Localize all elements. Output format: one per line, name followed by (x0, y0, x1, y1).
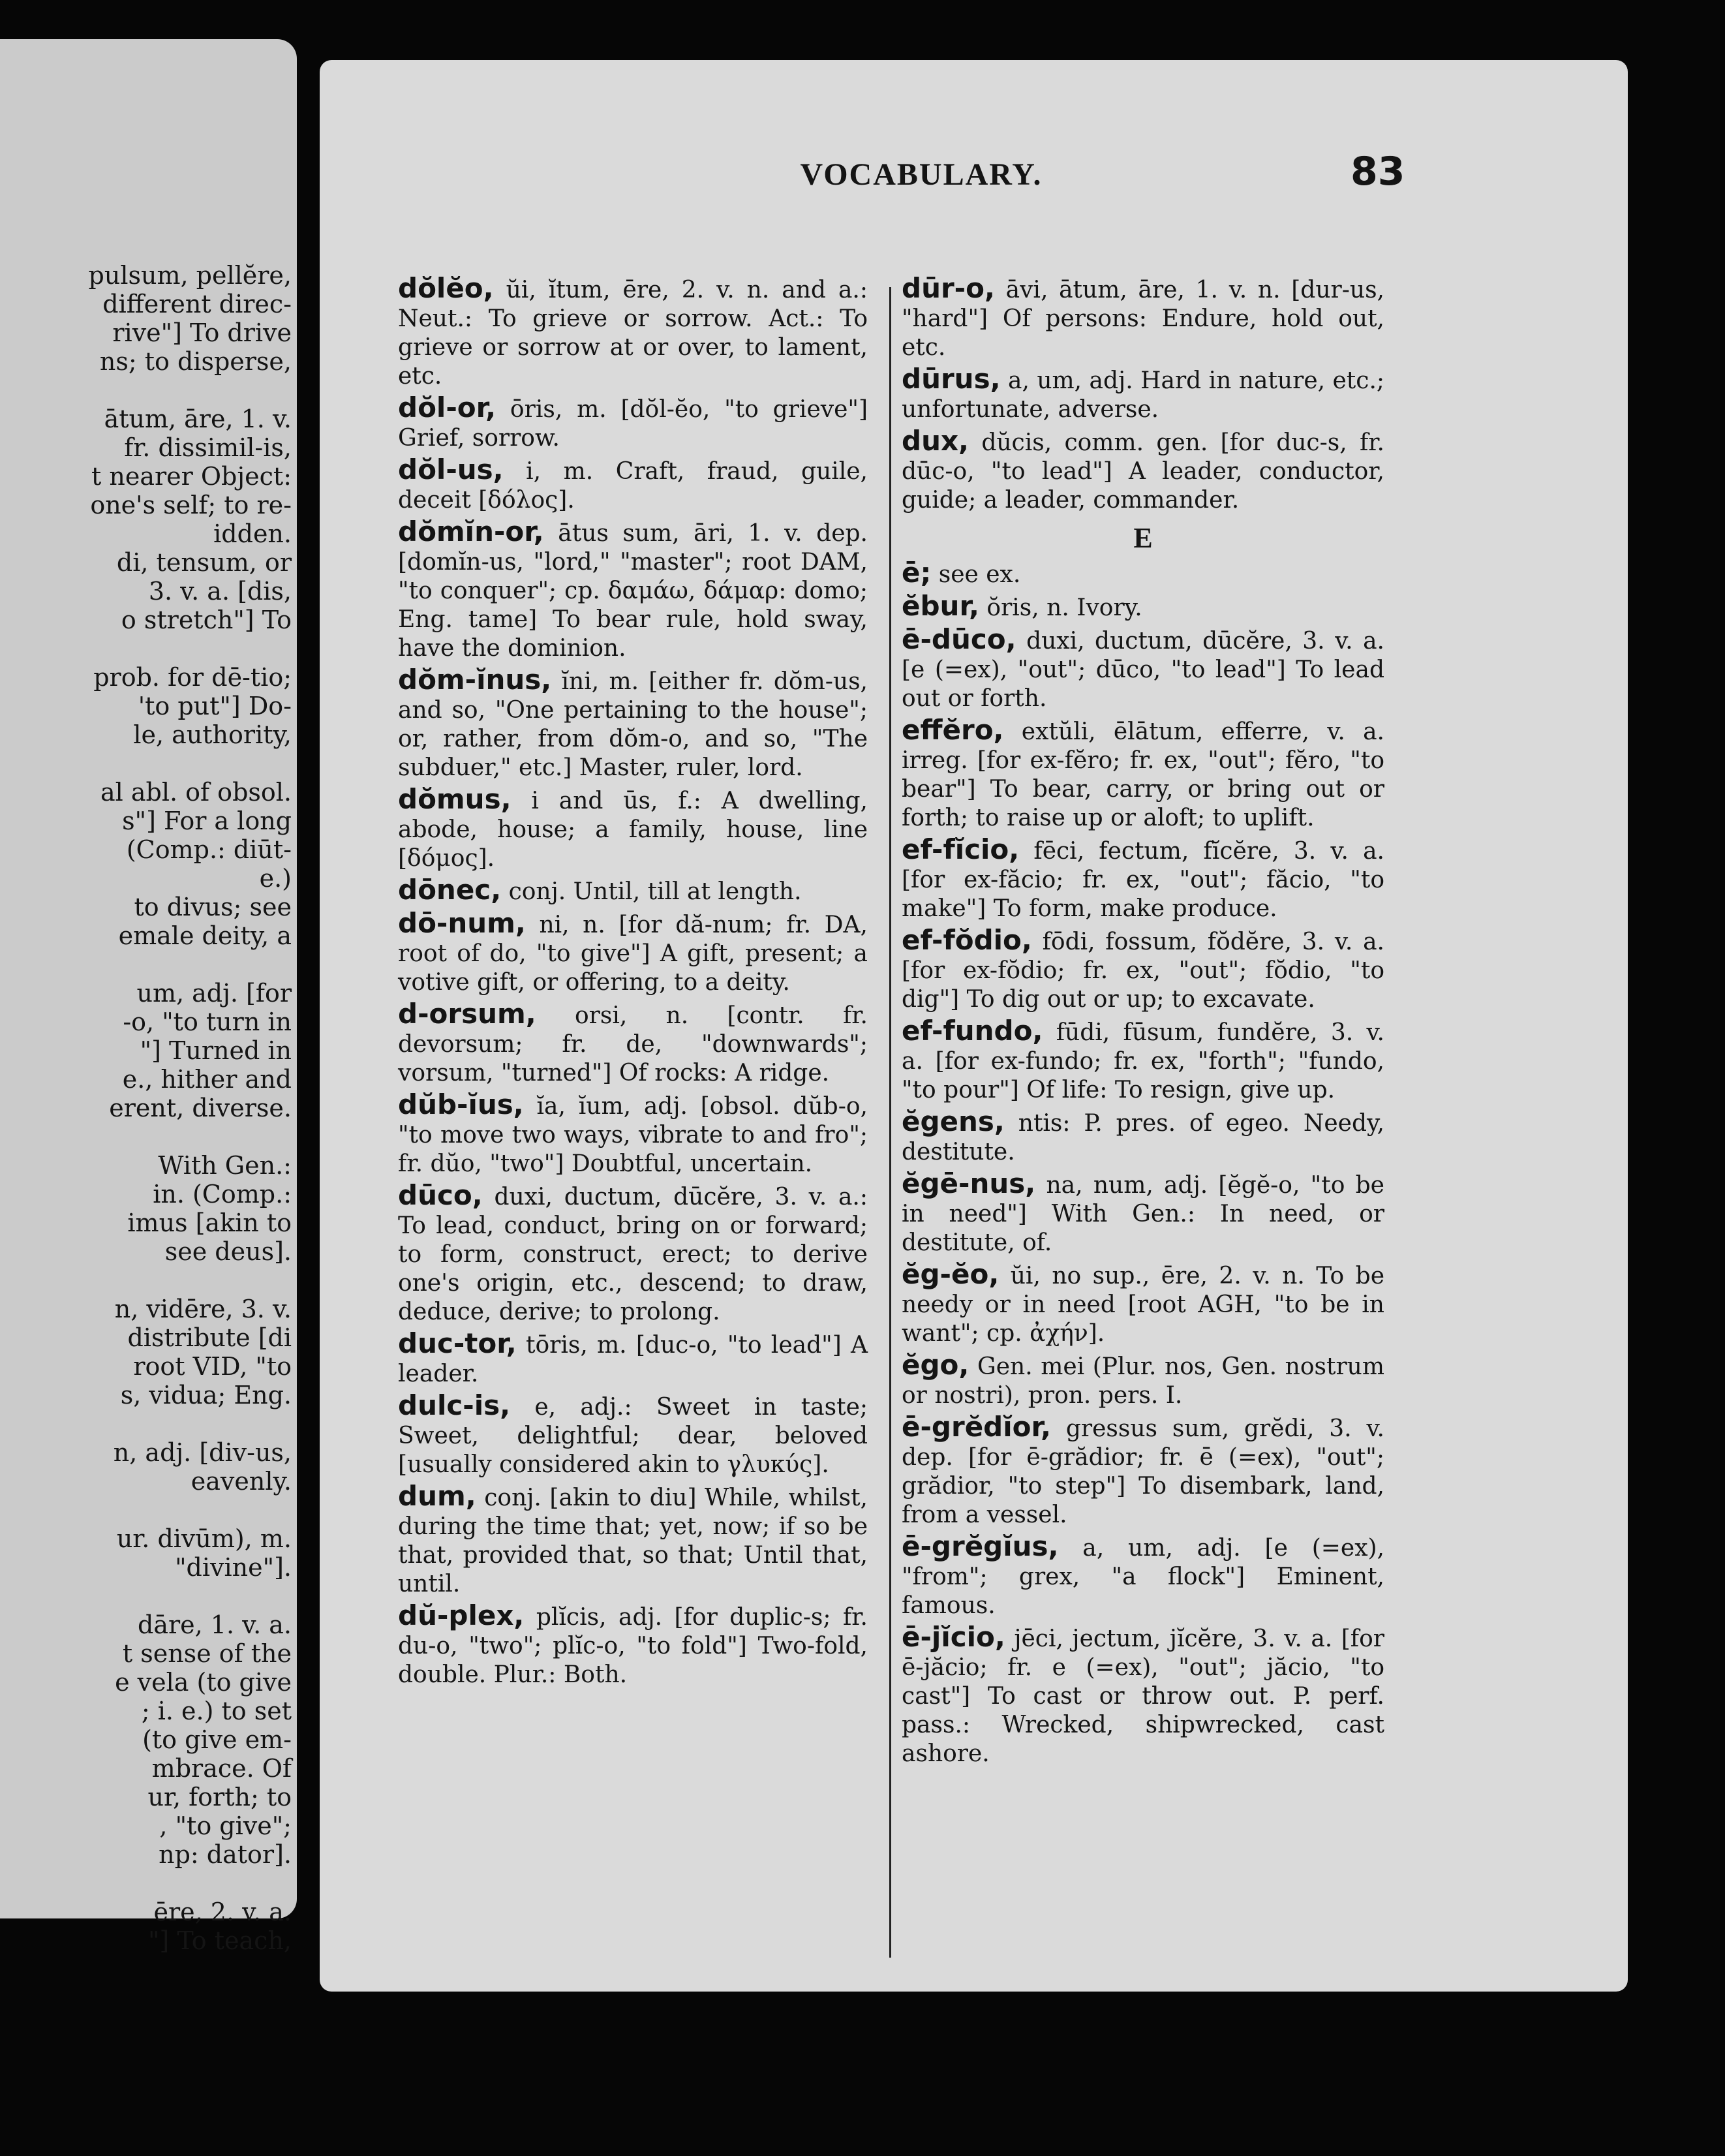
entry-headword: ĕg-ĕo, (902, 1258, 1000, 1290)
left-page-line: s, vidua; Eng. (120, 1381, 292, 1409)
entry-definition: āvi, ātum, āre, 1. v. n. [dur-us, "hard"] Of persons: Endure, hold out, etc. (902, 277, 1384, 361)
entry-definition: ŏris, n. Ivory. (979, 594, 1142, 621)
dictionary-entry (902, 592, 1384, 623)
dictionary-entry (398, 909, 868, 997)
left-page-line: mbrace. Of (151, 1754, 292, 1783)
entry-headword: dŭ-plex, (398, 1599, 525, 1631)
dictionary-entry (902, 559, 1384, 589)
entry-headword: dŏm-ĭnus, (398, 664, 552, 696)
dictionary-entry (398, 517, 868, 663)
entry-definition: fōdi, fossum, fŏdĕre, 3. v. a. [for ex-fŏdio; fr. ex, "out"; fŏdio, "to dig"] To dig out or up; to excavate. (902, 929, 1384, 1013)
entry-definition: gressus sum, grĕdi, 3. v. dep. [for ē-grădior; fr. ē (=ex), "out"; grădior, "to step"] To disembark, land, from a vessel. (902, 1415, 1384, 1528)
entry-definition: duxi, ductum, dūcĕre, 3. v. a. [e (=ex), "out"; dūco, "to lead"] To lead out or forth. (902, 628, 1384, 712)
entry-headword: dūco, (398, 1179, 483, 1211)
entry-definition: a, um, adj. [e (=ex), "from"; grex, "a flock"] Eminent, famous. (902, 1535, 1384, 1619)
entry-headword: dŏlĕo, (398, 272, 494, 304)
entry-definition: duxi, ductum, dūcĕre, 3. v. a.: To lead, conduct, bring on or forward; to form, construct, erect; to derive one's origin, etc., descend; to draw, deduce, derive; to prolong. (398, 1184, 868, 1325)
entry-definition: i and ūs, f.: A dwelling, abode, house; a family, house, line [δόμος]. (398, 788, 868, 872)
left-page-line: (Comp.: diūt- (126, 835, 292, 864)
left-page-line: le, authority, (133, 720, 292, 749)
entry-definition: i, m. Craft, fraud, guile, deceit [δόλος]. (398, 458, 868, 514)
entry-headword: dŏl-us, (398, 454, 504, 485)
entry-definition: na, num, adj. [ĕgĕ-o, "to be in need"] With Gen.: In need, or destitute, of. (902, 1172, 1384, 1256)
left-page-line: -o, "to turn in (123, 1008, 292, 1036)
entry-definition: fēci, fectum, fĭcĕre, 3. v. a. [for ex-făcio; fr. ex, "out"; făcio, "to make"] To form, make produce. (902, 838, 1384, 922)
entry-headword: duc-tor, (398, 1327, 517, 1359)
entry-definition: Gen. mei (Plur. nos, Gen. nostrum or nostri), pron. pers. I. (902, 1353, 1384, 1409)
entry-headword: dulc-is, (398, 1389, 511, 1421)
left-page-line: pulsum, pellĕre, (88, 261, 292, 290)
entry-definition: ntis: P. pres. of egeo. Needy, destitute. (902, 1110, 1384, 1165)
dictionary-entry (902, 1017, 1384, 1105)
dictionary-column-right (902, 274, 1384, 1771)
left-page-line: see deus]. (164, 1237, 292, 1266)
left-page-line: ur. divūm), m. (116, 1524, 292, 1553)
left-page-line: ēre, 2. v. a. (153, 1898, 292, 1926)
dictionary-entry (902, 427, 1384, 515)
left-page-line: , "to give"; (159, 1811, 292, 1840)
entry-headword: dum, (398, 1480, 476, 1512)
dictionary-entry (398, 1601, 868, 1689)
left-page-line: n, vidēre, 3. v. (114, 1295, 292, 1323)
dictionary-entry (902, 1260, 1384, 1348)
left-page-line: s"] For a long (122, 807, 292, 835)
left-page-line: "] To teach, (148, 1926, 292, 1955)
left-page-line: "] Turned in (140, 1036, 292, 1065)
dictionary-entry (398, 1482, 868, 1599)
left-page-line: (to give em- (142, 1725, 292, 1754)
dictionary-entry (902, 1413, 1384, 1530)
entry-headword: ef-fŏdio, (902, 924, 1032, 956)
dictionary-entry (902, 1169, 1384, 1257)
entry-definition: conj. Until, till at length. (501, 878, 802, 905)
dictionary-entry (398, 274, 868, 391)
left-page-line: "divine"]. (175, 1553, 292, 1582)
entry-headword: ef-fĭcio, (902, 833, 1020, 865)
left-page (0, 39, 297, 1955)
entry-definition: fūdi, fūsum, fundĕre, 3. v. a. [for ex-fundo; fr. ex, "forth"; "fundo, "to pour"] Of life: To resign, give up. (902, 1019, 1384, 1103)
dictionary-entry (902, 1107, 1384, 1167)
left-page-line: different direc- (102, 290, 292, 318)
entry-headword: ef-fundo, (902, 1015, 1043, 1047)
entry-headword: dōnec, (398, 874, 502, 906)
dictionary-entry (398, 455, 868, 515)
left-page-line: np: dator]. (159, 1840, 292, 1869)
left-page-line: in. (Comp.: (153, 1180, 292, 1209)
dictionary-entry (398, 1391, 868, 1479)
entry-headword: ē-grĕdĭor, (902, 1411, 1051, 1443)
entry-definition: ni, n. [for dă-num; fr. DA, root of do, "to give"] A gift, present; a votive gift, or offering, to a deity. (398, 912, 868, 996)
dictionary-entry (398, 1329, 868, 1389)
entry-definition: ōris, m. [dŏl-ĕo, "to grieve"] Grief, sorrow. (398, 396, 868, 452)
left-page-line: emale deity, a (118, 921, 292, 950)
entry-definition: plĭcis, adj. [for duplic-s; fr. du-o, "two"; plĭc-o, "to fold"] Two-fold, double. Plur.: Both. (398, 1604, 868, 1688)
left-page-line: to divus; see (134, 893, 292, 921)
entry-headword: dŭb-ĭus, (398, 1088, 524, 1120)
entry-definition: jēci, jectum, jĭcĕre, 3. v. a. [for ē-jăcio; fr. e (=ex), "out"; jăcio, "to cast"] To cast or throw out. P. perf. pass.: Wrecked, shipwrecked, cast ashore. (902, 1625, 1384, 1767)
left-page-line: prob. for dē-tio; (93, 663, 292, 692)
left-page-line: di, tensum, or (116, 548, 292, 577)
left-page-line: n, adj. [div-us, (113, 1438, 292, 1467)
entry-headword: dŏmĭn-or, (398, 516, 544, 547)
dictionary-entry (398, 393, 868, 453)
dictionary-column-left (398, 274, 868, 1692)
entry-definition: dŭcis, comm. gen. [for duc-s, fr. dūc-o, "to lead"] A leader, conductor, guide; a leader, commander. (902, 429, 1384, 514)
left-page-line: imus [akin to (127, 1209, 292, 1237)
left-page-line: With Gen.: (158, 1151, 292, 1180)
left-page-line: e.) (259, 864, 292, 893)
left-page-line: al abl. of obsol. (100, 778, 292, 807)
left-page-line: t nearer Object: (91, 462, 292, 491)
entry-definition: ŭi, no sup., ēre, 2. v. n. To be needy or in need [root AGH, "to be in want"; cp. ἀχήν]. (902, 1263, 1384, 1347)
dictionary-entry (398, 876, 868, 906)
left-page-line: 3. v. a. [dis, (148, 577, 292, 606)
entry-headword: dux, (902, 425, 969, 457)
dictionary-entry (902, 1532, 1384, 1620)
left-page-line: o stretch"] To (121, 606, 292, 634)
left-page-line: idden. (213, 519, 292, 548)
left-page-line: um, adj. [for (136, 979, 292, 1008)
entry-definition: tōris, m. [duc-o, "to lead"] A leader. (398, 1332, 868, 1387)
dictionary-entry (902, 274, 1384, 362)
entry-headword: dŏl-or, (398, 392, 496, 424)
entry-headword: ē-grĕgĭus, (902, 1530, 1059, 1562)
dictionary-entry (398, 1000, 868, 1088)
dictionary-entry (902, 835, 1384, 923)
entry-headword: ē; (902, 557, 932, 589)
entry-headword: ĕgens, (902, 1105, 1005, 1137)
entry-definition: conj. [akin to diu] While, whilst, during the time that; yet, now; if so be that, provided that, so that; Until that, until. (398, 1485, 868, 1597)
entry-headword: ĕbur, (902, 590, 979, 622)
dictionary-entry (902, 1623, 1384, 1768)
entry-definition: ĭa, ĭum, adj. [obsol. dŭb-o, "to move two ways, vibrate to and fro"; fr. dŭo, "two"] Doubtful, uncertain. (398, 1093, 868, 1177)
entry-headword: d-orsum, (398, 998, 536, 1030)
entry-headword: dūr-o, (902, 272, 995, 304)
left-page-line: dāre, 1. v. a. (138, 1610, 292, 1639)
left-page-line: 'to put"] Do- (138, 692, 292, 720)
left-page-line: ātum, āre, 1. v. (104, 405, 292, 433)
entry-definition: ŭi, ĭtum, ēre, 2. v. n. and a.: Neut.: To grieve or sorrow. Act.: To grieve or sorrow at or over, to lament, etc. (398, 277, 868, 390)
dictionary-entry (902, 926, 1384, 1014)
dictionary-entry (398, 1090, 868, 1178)
left-page-line: root VID, "to (133, 1352, 292, 1381)
dictionary-entry (902, 625, 1384, 713)
left-page-line: rive"] To drive (112, 318, 292, 347)
dictionary-entry (902, 716, 1384, 833)
left-page-line: t sense of the (122, 1639, 292, 1668)
entry-definition: ĭni, m. [either fr. dŏm-us, and so, "One pertaining to the house"; or, rather, from dŏm-o, and so, "The subduer," etc.] Master, ruler, lord. (398, 668, 868, 781)
dictionary-entry (398, 666, 868, 782)
entry-definition: e, adj.: Sweet in taste; Sweet, delightful; dear, beloved [usually considered akin to γλυκύς]. (398, 1394, 868, 1478)
running-header: VOCABULARY. (800, 157, 1043, 192)
entry-headword: ĕgē-nus, (902, 1167, 1036, 1199)
entry-definition: orsi, n. [contr. fr. devorsum; fr. de, "downwards"; vorsum, "turned"] Of rocks: A ridge. (398, 1002, 868, 1086)
column-divider (889, 287, 891, 1958)
entry-headword: effĕro, (902, 714, 1004, 746)
entry-definition: extŭli, ēlātum, efferre, v. a. irreg. [for ex-fĕro; fr. ex, "out"; fĕro, "to bear"] To bear, carry, or bring out or forth; to raise up or aloft; to uplift. (902, 718, 1384, 831)
left-page-line: e vela (to give (115, 1668, 292, 1697)
left-page-line: erent, diverse. (109, 1094, 292, 1122)
entry-headword: ē-jĭcio, (902, 1621, 1005, 1653)
left-page-line: fr. dissimil-is, (124, 433, 292, 462)
dictionary-entry (398, 1181, 868, 1327)
entry-headword: ē-dūco, (902, 623, 1016, 655)
entry-definition: ātus sum, āri, 1. v. dep. [domĭn-us, "lord," "master"; root DAM, "to conquer"; cp. δαμάω, δάμαρ: domo; Eng. tame] To bear rule, hold sway, have the dominion. (398, 520, 868, 662)
entry-headword: dŏmus, (398, 783, 511, 815)
left-page-line: ur, forth; to (147, 1783, 292, 1811)
page-number: 83 (1351, 149, 1405, 194)
section-letter: E (1133, 522, 1153, 554)
left-page-line: eavenly. (191, 1467, 292, 1496)
dictionary-entry (902, 365, 1384, 424)
left-page-line: e., hither and (122, 1065, 292, 1094)
left-page-line: ; i. e.) to set (141, 1697, 292, 1725)
entry-headword: ĕgo, (902, 1349, 969, 1381)
dictionary-entry (902, 1351, 1384, 1410)
left-page-line: distribute [di (127, 1323, 292, 1352)
entry-definition: see ex. (931, 561, 1021, 588)
left-page-line: one's self; to re- (90, 491, 292, 519)
entry-headword: dūrus, (902, 363, 1001, 395)
dictionary-entry (398, 785, 868, 873)
left-page-line: ns; to disperse, (99, 347, 292, 376)
entry-headword: dō-num, (398, 907, 526, 939)
entry-definition: a, um, adj. Hard in nature, etc.; unfortunate, adverse. (902, 367, 1385, 423)
